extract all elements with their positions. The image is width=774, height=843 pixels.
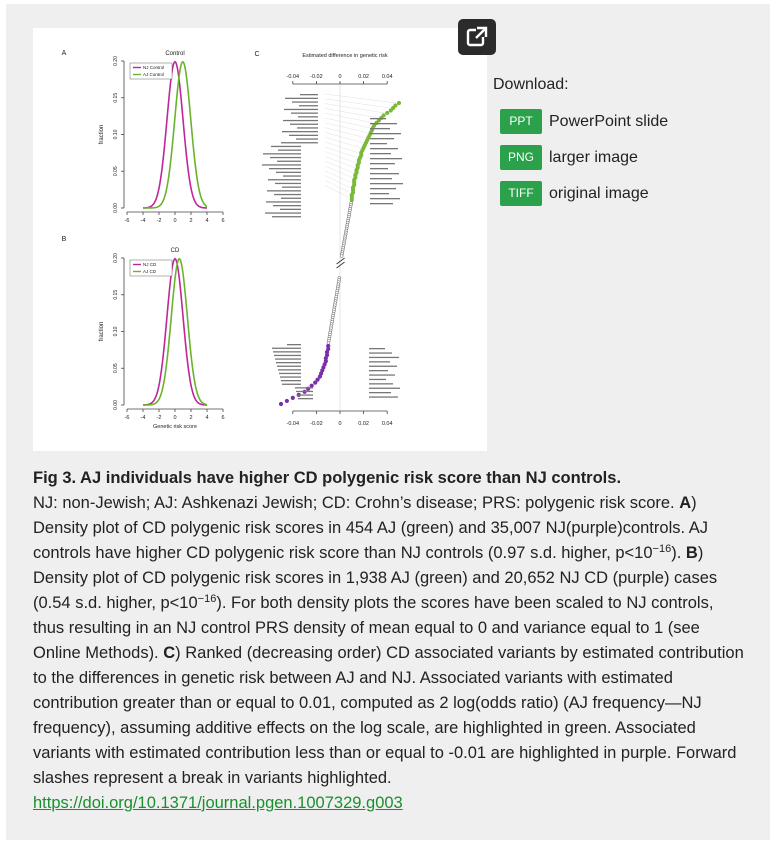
legend-label-b: NJ CD <box>143 262 157 267</box>
variant-label-mark <box>283 120 318 121</box>
variant-label-mark <box>270 157 301 158</box>
y-tick-label-a: 0.20 <box>113 56 119 66</box>
legend-label-b: AJ CD <box>143 269 157 274</box>
variant-label-mark <box>369 357 399 358</box>
download-ppt-link[interactable] <box>500 109 763 134</box>
x-tick-label-top-c: -0.04 <box>286 74 300 80</box>
variant-label-mark <box>280 376 301 377</box>
variant-label-mark <box>295 387 313 388</box>
variant-label-mark <box>291 113 318 114</box>
green-variant-point <box>389 108 393 112</box>
variant-label-mark <box>276 172 301 173</box>
variant-label-mark <box>281 198 301 199</box>
variant-leader-line <box>325 152 356 163</box>
x-tick-label-b: 6 <box>221 415 225 421</box>
variant-leader-line <box>325 147 357 158</box>
variant-leader-line <box>325 161 354 172</box>
variant-leader-line <box>325 142 358 153</box>
variant-label-mark <box>370 193 389 194</box>
download-title: Download: <box>493 76 569 93</box>
variant-label-mark <box>278 369 301 370</box>
x-tick-label-a: -2 <box>156 218 162 224</box>
x-tick-label-top-c: 0 <box>338 74 342 80</box>
x-tick-label-b: 0 <box>173 415 177 421</box>
variant-label-mark <box>370 138 394 139</box>
x-tick-label-a: 6 <box>221 218 225 224</box>
open-in-new-window-button[interactable] <box>458 19 496 55</box>
variant-label-mark <box>370 123 397 124</box>
x-tick-label-top-c: -0.02 <box>310 74 323 80</box>
download-ppt-label: PowerPoint slide <box>549 112 669 130</box>
y-tick-label-b: 0.10 <box>113 326 119 337</box>
variant-label-mark <box>284 109 318 110</box>
panel-title-c: Estimated difference in genetic risk <box>302 53 388 59</box>
x-tick-label-a: 0 <box>173 218 177 224</box>
variant-label-mark <box>265 212 301 213</box>
caption-exp-b: −16 <box>197 593 217 605</box>
ppt-badge: PPT <box>500 109 542 134</box>
variant-label-mark <box>300 94 318 95</box>
variant-label-mark <box>287 344 301 345</box>
variant-label-mark <box>263 153 301 154</box>
figure-svg <box>33 28 487 451</box>
variant-label-mark <box>370 178 392 179</box>
variant-label-mark <box>370 143 387 144</box>
variant-label-mark <box>271 146 301 147</box>
variant-label-mark <box>369 352 392 353</box>
variant-label-mark <box>369 379 386 380</box>
panel-title-a: Control <box>165 51 185 57</box>
png-badge: PNG <box>500 145 542 170</box>
variant-label-mark <box>273 351 301 352</box>
variant-label-mark <box>369 348 385 349</box>
x-tick-label-bottom-c: 0.04 <box>381 421 393 427</box>
download-png-link[interactable] <box>500 145 763 170</box>
purple-variant-point <box>285 399 289 403</box>
variant-point <box>340 255 343 258</box>
variant-leader-line <box>325 94 396 103</box>
variant-label-mark <box>289 135 318 136</box>
variant-label-mark <box>276 362 301 363</box>
x-tick-label-b: -2 <box>156 415 162 421</box>
variant-leader-line <box>325 99 390 108</box>
variant-label-mark <box>274 194 301 195</box>
variant-label-mark <box>370 163 395 164</box>
variant-label-mark <box>282 384 301 385</box>
y-axis-label-a: fraction <box>99 124 105 145</box>
variant-label-mark <box>370 153 391 154</box>
download-tiff-label: original image <box>549 184 649 202</box>
legend-label-a: AJ Control <box>143 72 165 77</box>
y-axis-label-b: fraction <box>99 321 105 342</box>
purple-variant-point <box>291 396 295 400</box>
variant-label-mark <box>369 366 397 367</box>
variant-label-mark <box>275 358 301 359</box>
variant-label-mark <box>370 168 388 169</box>
variant-label-mark <box>292 101 318 102</box>
density-curve-nj-control <box>143 62 207 208</box>
x-tick-label-top-c: 0.02 <box>358 74 369 80</box>
caption-label-a: A <box>679 494 692 512</box>
caption-text-b2: ). For both density plots the scores have been scaled to NJ controls, thus resulting in an NJ control PRS density of mean equal to 0 and variance equal to 1 (see Online Methods). <box>33 594 714 662</box>
y-tick-label-a: 0.05 <box>113 166 119 177</box>
variant-leader-line <box>325 180 350 192</box>
x-tick-label-a: 2 <box>189 218 193 224</box>
variant-leader-line <box>325 118 370 128</box>
figure-caption <box>33 466 749 816</box>
variant-leader-line <box>325 137 361 148</box>
legend-label-a: NJ Control <box>143 65 165 70</box>
density-curve-aj-cd <box>143 259 207 405</box>
variant-label-mark <box>369 388 400 389</box>
y-tick-label-b: 0.00 <box>113 400 119 410</box>
panel-title-b: CD <box>170 248 180 254</box>
x-axis-label-b: Genetic risk score <box>152 424 198 430</box>
variant-label-mark <box>369 383 393 384</box>
variant-label-mark <box>296 391 313 392</box>
green-variant-point <box>397 101 401 105</box>
variant-label-mark <box>268 179 301 180</box>
variant-label-mark <box>280 209 301 210</box>
variant-label-mark <box>267 190 301 191</box>
variant-label-mark <box>275 183 301 184</box>
x-tick-label-b: 2 <box>189 415 193 421</box>
panel-letter-a: A <box>61 50 67 57</box>
x-tick-label-a: -6 <box>124 218 130 224</box>
caption-label-b: B <box>685 544 698 562</box>
variant-leader-line <box>325 171 351 183</box>
variant-label-mark <box>369 374 395 375</box>
density-curve-aj-control <box>143 62 207 208</box>
variant-label-mark <box>298 116 318 117</box>
variant-label-mark <box>282 131 318 132</box>
caption-label-c: C <box>163 644 176 662</box>
download-png-label: larger image <box>549 148 638 166</box>
download-section <box>493 76 763 217</box>
variant-label-mark <box>369 392 391 393</box>
variant-label-mark <box>277 161 301 162</box>
purple-variant-point <box>310 384 314 388</box>
variant-label-mark <box>369 370 388 371</box>
green-variant-point <box>385 111 389 115</box>
variant-leader-line <box>325 104 384 113</box>
variant-label-mark <box>298 398 313 399</box>
variant-label-mark <box>273 205 301 206</box>
caption-text-a1: ) Density plot of CD polygenic risk scores in 454 AJ (green) and 35,007 NJ(purple)controls. AJ controls have higher CD polygenic risk score than NJ controls (0.97 s.d. higher, p<10 <box>33 494 708 562</box>
y-tick-label-a: 0.15 <box>113 92 119 103</box>
variant-leader-line <box>325 166 352 178</box>
variant-leader-line <box>325 185 349 197</box>
variant-label-mark <box>370 148 398 149</box>
variant-label-mark <box>279 373 301 374</box>
variant-label-mark <box>299 105 318 106</box>
figure-panel <box>6 4 770 840</box>
figure-image[interactable] <box>33 28 487 451</box>
x-tick-label-top-c: 0.04 <box>381 74 393 80</box>
variant-label-mark <box>282 187 301 188</box>
variant-label-mark <box>262 164 301 165</box>
caption-text-b1: ) Density plot of CD polygenic risk scores in 1,938 AJ (green) and 20,652 NJ CD (purple) cases (0.54 s.d. higher, p<10 <box>33 544 718 612</box>
variant-label-mark <box>272 348 301 349</box>
variant-label-mark <box>370 158 402 159</box>
variant-label-mark <box>269 168 301 169</box>
variant-leader-line <box>325 108 378 118</box>
variant-leader-line <box>325 123 368 133</box>
variant-label-mark <box>370 183 403 184</box>
doi-link[interactable]: https://doi.org/10.1371/journal.pgen.1007329.g003 <box>33 794 403 812</box>
x-tick-label-b: -4 <box>140 415 146 421</box>
variant-label-mark <box>281 380 301 381</box>
variant-label-mark <box>278 150 301 151</box>
x-tick-label-bottom-c: -0.04 <box>286 421 300 427</box>
x-tick-label-a: -4 <box>140 218 146 224</box>
variant-label-mark <box>266 201 301 202</box>
variant-label-mark <box>370 203 393 204</box>
variant-leader-line <box>325 132 363 142</box>
variant-label-mark <box>281 142 318 143</box>
variant-leader-line <box>325 113 374 123</box>
caption-intro: NJ: non-Jewish; AJ: Ashkenazi Jewish; CD: Crohn’s disease; PRS: polygenic risk score. <box>33 494 675 512</box>
caption-text-a2: ). <box>671 544 686 562</box>
variant-label-mark <box>369 396 398 397</box>
variant-leader-line <box>325 176 350 188</box>
x-tick-label-bottom-c: 0 <box>338 421 342 427</box>
variant-label-mark <box>290 124 318 125</box>
y-tick-label-a: 0.10 <box>113 129 119 140</box>
variant-label-mark <box>272 216 301 217</box>
x-tick-label-b: 4 <box>205 415 209 421</box>
variant-label-mark <box>370 198 400 199</box>
x-tick-label-a: 4 <box>205 218 209 224</box>
panel-letter-c: C <box>254 51 260 58</box>
variant-label-mark <box>285 98 318 99</box>
caption-text-c: ) Ranked (decreasing order) CD associated variants by estimated contribution to the differences in genetic risk between AJ and NJ. Associated variants with estimated contribution greater than or equal to 0.01, computed as 2 log(odds ratio) (AJ frequency—NJ frequency), assuming additive effects on the log scale, are highlighted in green. Associated variants with estimated contribution less than or equal to -0.01 are highlighted in purple. Forward slashes represent a break in variants highlighted. <box>33 644 744 787</box>
variant-label-mark <box>370 133 401 134</box>
variant-label-mark <box>370 173 399 174</box>
variant-label-mark <box>297 127 318 128</box>
variant-label-mark <box>370 188 396 189</box>
panel-letter-b: B <box>61 236 67 243</box>
variant-label-mark <box>296 138 318 139</box>
tiff-badge: TIFF <box>500 181 542 206</box>
variant-label-mark <box>370 118 386 119</box>
variant-label-mark <box>369 361 390 362</box>
variant-label-mark <box>297 394 313 395</box>
purple-variant-point <box>279 402 283 406</box>
variant-label-mark <box>274 355 301 356</box>
purple-variant-point <box>313 381 317 385</box>
y-tick-label-a: 0.00 <box>113 203 119 213</box>
caption-title: Fig 3. AJ individuals have higher CD polygenic risk score than NJ controls. <box>33 469 622 487</box>
variant-label-mark <box>277 366 301 367</box>
variant-leader-line <box>325 128 365 138</box>
variant-label-mark <box>283 175 301 176</box>
variant-label-mark <box>370 128 390 129</box>
caption-exp-a: −16 <box>652 543 672 555</box>
x-tick-label-b: -6 <box>124 415 130 421</box>
x-tick-label-bottom-c: 0.02 <box>358 421 369 427</box>
y-tick-label-b: 0.15 <box>113 289 119 300</box>
y-tick-label-b: 0.05 <box>113 363 119 374</box>
y-tick-label-b: 0.20 <box>113 253 119 263</box>
download-tiff-link[interactable] <box>500 181 763 206</box>
external-link-icon <box>466 26 488 48</box>
x-tick-label-bottom-c: -0.02 <box>310 421 323 427</box>
